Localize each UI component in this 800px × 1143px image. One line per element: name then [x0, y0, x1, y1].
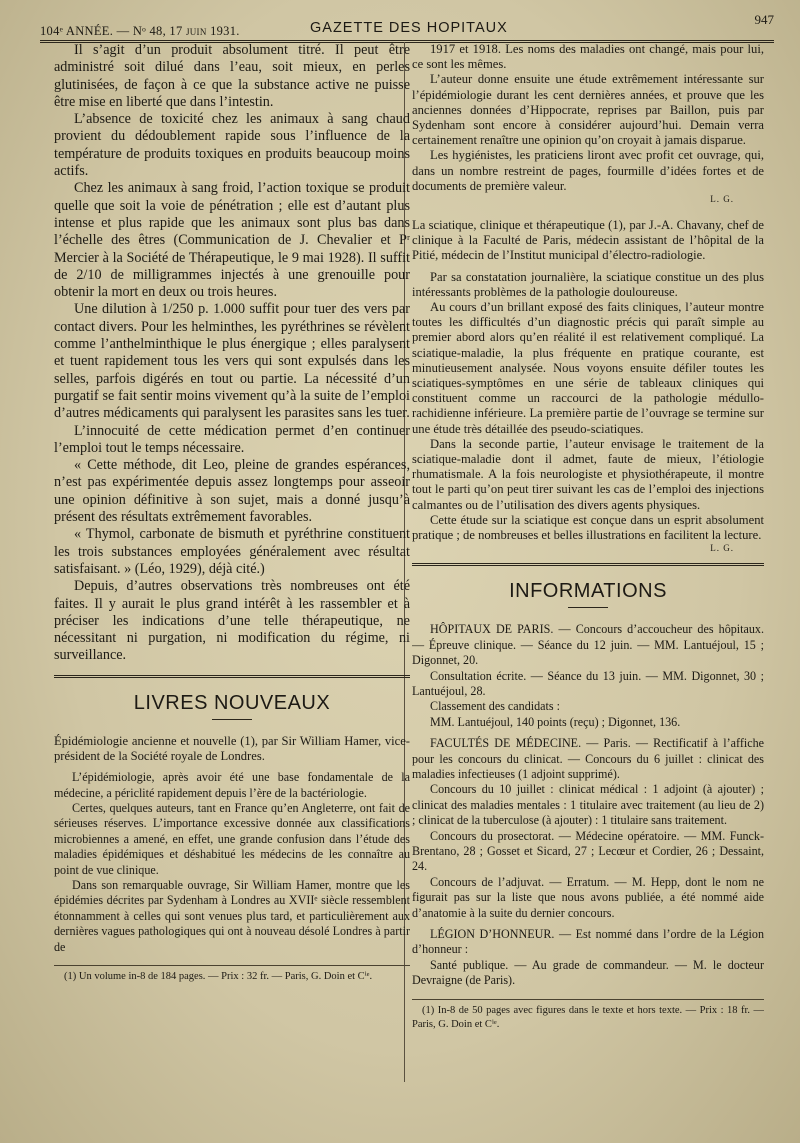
paragraph: L’absence de toxicité chez les animaux à sang chaud provient du dédoublement rapide sous l’influence de la température de produits toxiques en produits beaucoup moins actifs.	[54, 111, 410, 180]
paragraph: Dans la seconde partie, l’auteur envisage le traitement de la sciatique-maladie dont il admet, faute de mieux, l’étiologie rhumatismale. A la fois neurologiste et physiothérapeute, il montre tout le parti qu’on peut tirer suivant les cas de l’emploi des injections calmantes ou de l’utilisation des divers agents physiques.	[412, 436, 764, 512]
informations-heading: INFORMATIONS	[509, 580, 667, 603]
paragraph: Les hygiénistes, les praticiens liront avec profit cet ouvrage, qui, dans un nombre restreint de pages, fourmille d’idées fortes et de documents de première valeur.	[412, 148, 764, 193]
journal-title: GAZETTE DES HOPITAUX	[310, 20, 508, 36]
signature: L. G.	[710, 543, 734, 554]
paragraph: Certes, quelques auteurs, tant en France qu’en Angleterre, ont fait de sérieuses réserves. L’importance excessive donnée aux classifications microbiennes a amené, en effet, une grande confusion dans l’étude des maladies épidémiques et déshabitué les médecins de les connaître au point de vue clinique.	[54, 800, 410, 877]
livres-heading: LIVRES NOUVEAUX	[133, 691, 331, 714]
page-header	[40, 8, 774, 36]
right-column	[412, 42, 764, 1132]
divider	[212, 719, 252, 720]
signature: L. G.	[710, 194, 734, 205]
paragraph: L’auteur donne ensuite une étude extrêmement intéressante sur l’épidémiologie durant les cent dernières années, et prouve que les anciennes données d’Hippocrate, reprises par Baillon, puis par Sydenham sont encore à considérer aujourd’hui. Demain verra certainement renaître une opinion qu’on croyait à jamais disparue.	[412, 72, 764, 148]
paragraph: L’épidémiologie, après avoir été une base fondamentale de la médecine, a périclité rapidement depuis l’ère de la bactériologie.	[54, 770, 410, 800]
paragraph: Dans son remarquable ouvrage, Sir William Hamer, montre que les épidémies décrites par Sydenham à Londres au XVIIᵉ siècle ressemblent étonnamment à celles qui sont venues plus tard, et particulièrement aux dernières vagues pathologiques qui ont à nouveau désolé Londres à partir de	[54, 877, 410, 954]
info-paragraph: Concours du prosectorat. — Médecine opératoire. — MM. Funck-Brentano, 28 ; Gosset et Sicard, 27 ; Lecœur et Cordier, 26 ; Dessaint, 24.	[412, 828, 764, 874]
paragraph: Chez les animaux à sang froid, l’action toxique se produit quelle que soit la voie de pénétration ; elle est d’autant plus intense et plus rapide que les animaux sont plus bas dans l’échelle des êtres (Communication de J. Chevalier et Pʳ Mercier à la Société de Thérapeutique, le 9 mai 1928). Il suffit de 2/10 de milligrammes injectés à une grenouille pour obtenir la mort en deux ou trois heures.	[54, 180, 410, 301]
info-paragraph: LÉGION D’HONNEUR. — Est nommé dans l’ordre de la Légion d’honneur :	[412, 927, 764, 957]
page-number: 947	[754, 12, 774, 27]
book-title: Épidémiologie ancienne et nouvelle (1), par Sir William Hamer, vice-président de la Société royale de Londres.	[54, 733, 410, 763]
info-paragraph: Consultation écrite. — Séance du 13 juin. — MM. Digonnet, 30 ; Lantuéjoul, 28.	[412, 668, 764, 698]
info-paragraph: MM. Lantuéjoul, 140 points (reçu) ; Digonnet, 136.	[430, 714, 681, 729]
info-paragraph: Santé publique. — Au grade de commandeur. — M. le docteur Devraigne (de Paris).	[412, 957, 764, 988]
paragraph: Il s’agit d’un produit absolument titré. Il peut être administré soit dilué dans l’eau, soit mieux, en perles glutinisées, de façon à ce que la substance active ne puisse être mise en liberté que dans l’intestin.	[54, 42, 410, 110]
paragraph: Au cours d’un brillant exposé des faits cliniques, l’auteur montre toutes les difficultés d’un diagnostic précis qui paraît simple au premier abord alors qu’en réalité il est relativement compliqué. La sciatique-maladie, la plus fréquente en pratique courante, est minutieusement analysée. Nous voyons ensuite défiler toutes les sciatiques-symptômes en une série de tableaux cliniques qui constituent comme un raccourci de la pathologie médullo-rachidienne inférieure. La première partie de l’ouvrage se termine sur une étude très détaillée des pseudo-sciatiques.	[412, 300, 764, 436]
columns	[40, 42, 774, 1132]
info-paragraph: Concours du 10 juillet : clinicat médical : 1 adjoint (à ajouter) ; clinicat des maladies mentales : 1 titulaire avec traitement (au lieu de 2) ; clinicat de la tuberculose (à ajouter) : 1 titulaire sans traitement.	[412, 782, 764, 828]
paragraph: « Thymol, carbonate de bismuth et pyréthrine constituent les trois substances employées généralement avec résultat satisfaisant. » (Léo, 1929), déjà cité.)	[54, 526, 410, 577]
section-rule	[412, 563, 764, 566]
paragraph: L’innocuité de cette médication permet d’en continuer l’emploi tout le temps nécessaire.	[54, 422, 410, 456]
paragraph: Une dilution à 1/250 p. 1.000 suffit pour tuer des vers par contact divers. Pour les helminthes, les pyréthrines se révèlent comme l’anthelminthique le plus énergique ; elles paralysent et tuent rapidement tous les vers qui sont expulsés dans les selles, parfois digérés en tout ou partie. La nécessité d’un purgatif se fait sentir moins vivement qu’à la suite de l’emploi d’autres médicaments qui paralysent les parasites sans les tuer.	[54, 301, 410, 422]
paragraph: Par sa constatation journalière, la sciatique constitue un des plus intéressants problèmes de la pathologie douloureuse.	[412, 269, 764, 299]
book-title: La sciatique, clinique et thérapeutique (1), par J.-A. Chavany, chef de clinique à la Faculté de Paris, médecin assistant de l’hôpital de la Pitié, médecin de l’Institut municipal d’électro-radiologie.	[412, 218, 764, 263]
footnote-rule	[412, 999, 764, 1000]
info-paragraph: HÔPITAUX DE PARIS. — Concours d’accoucheur des hôpitaux. — Épreuve clinique. — Séance du 12 juin. — MM. Lantuéjoul, 15 ; Digonnet, 20.	[412, 622, 764, 668]
footnote-rule	[54, 965, 410, 966]
left-column	[54, 42, 410, 1132]
paragraph: Depuis, d’autres observations très nombreuses ont été faites. Il y aurait le plus grand intérêt à les rassembler et à préciser les indications d’une telle thérapeutique, ne nécessitant ni purgation, ni modification du régime, ni surveillance.	[54, 578, 410, 664]
footnote: (1) Un volume in-8 de 184 pages. — Prix : 32 fr. — Paris, G. Doin et Cⁱᵉ.	[64, 970, 373, 982]
divider	[568, 607, 608, 608]
paragraph: 1917 et 1918. Les noms des maladies ont changé, mais pour lui, ce sont les mêmes.	[412, 42, 764, 72]
info-paragraph: FACULTÉS DE MÉDECINE. — Paris. — Rectificatif à l’affiche pour les concours du clinicat. — Concours du 6 juillet : clinicat des maladies infectieuses (1 adjoint supprimé).	[412, 736, 764, 781]
footnote: (1) In-8 de 50 pages avec figures dans le texte et hors texte. — Prix : 18 fr. — Paris, G. Doin et Cⁱᵉ.	[412, 1004, 764, 1030]
issue-line: 104ᵉ ANNÉE. — Nᵒ 48, 17 juin 1931.	[40, 24, 240, 38]
section-rule	[54, 675, 410, 678]
paragraph: Cette étude sur la sciatique est conçue dans un esprit absolument pratique ; de nombreuses et belles illustrations en facilitent la lecture.	[412, 512, 764, 543]
info-paragraph: Concours de l’adjuvat. — Erratum. — M. Hepp, dont le nom ne figurait pas sur la liste que nous avons publiée, a été nommé aide d’anatomie à la suite du dernier concours.	[412, 874, 764, 920]
info-paragraph: Classement des candidats :	[430, 699, 560, 714]
paragraph: « Cette méthode, dit Leo, pleine de grandes espérances, n’est pas expérimentée depuis assez longtemps pour asseoir une opinion définitive à son sujet, mais a donné jusqu’à présent des résultats extrêmement favorables.	[54, 457, 410, 526]
